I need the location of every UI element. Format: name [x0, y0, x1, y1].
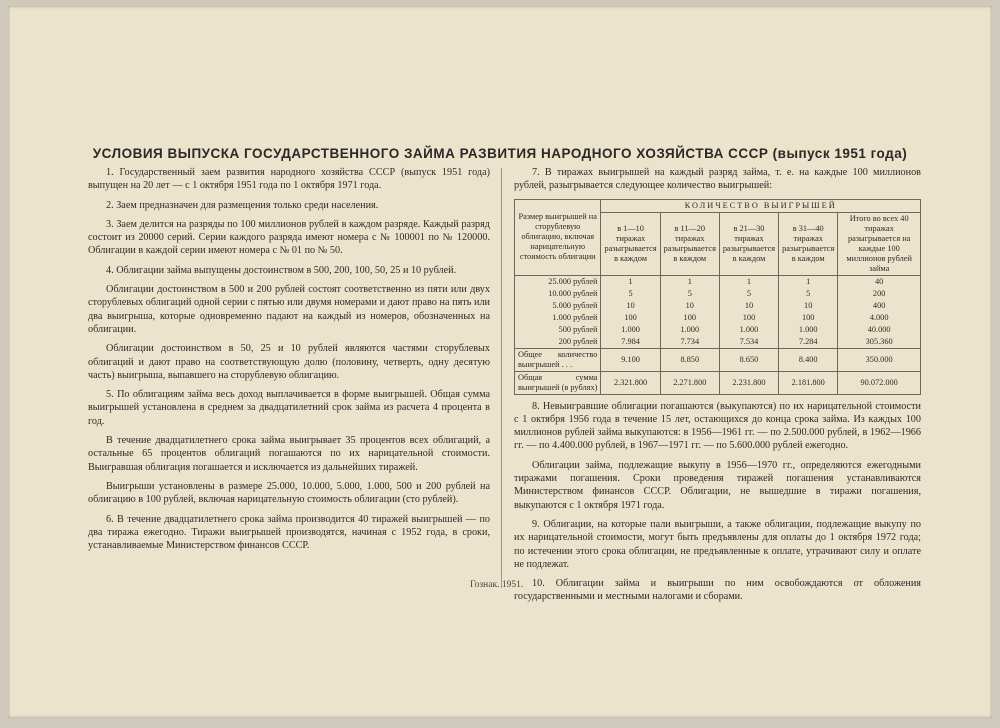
- table-cell: 1.000: [779, 324, 838, 336]
- table-cell: 100: [601, 312, 660, 324]
- table-cell: 7.284: [779, 336, 838, 349]
- paragraph: 7. В тиражах выигрышей на каждый разряд займа, т. е. на каждые 100 миллионов рублей, разыгрывается следующее количество выигрышей:: [514, 167, 921, 192]
- right-column: [514, 166, 921, 610]
- table-cell: 2.321.800: [601, 371, 660, 394]
- table-cell: 10: [660, 300, 719, 312]
- paragraph: 4. Облигации займа выпущены достоинством в 500, 200, 100, 50, 25 и 10 рублей.: [106, 264, 457, 276]
- table-cell: 8.650: [719, 348, 778, 371]
- table-cell: 1: [601, 275, 660, 288]
- table-cell: 200 рублей: [515, 336, 601, 349]
- table-cell: Общая сумма выигрышей (в рублях): [515, 371, 601, 394]
- table-cell: 2.181.800: [779, 371, 838, 394]
- table-row-total-count: [515, 348, 921, 371]
- paragraph: 9. Облигации, на которые пали выигрыши, а также облигации, подлежащие выкупу по их нарицательной стоимости, могут быть предъявлены для оплаты до 1 октября 1972 года; по истечении этого срока облигации, не предъявленные к оплате, утрачивают силу и оплате не подлежат.: [514, 518, 921, 570]
- paragraph: 8. Невыигравшие облигации погашаются (выкупаются) по их нарицательной стоимости с 1 октября 1956 года в течение 15 лет, остающихся до конца срока займа. Из каждых 100 миллионов рублей займа выкупаются: в 1956—1961 гг. — по 2.500.000 рублей, в 1962—1966 гг. — по 4.400.000 рублей, в 1967—1971 гг. — по 5.600.000 рублей ежегодно.: [514, 400, 921, 452]
- table-cell: 305.360: [838, 336, 921, 349]
- table-cell: 4.000: [838, 312, 921, 324]
- table-row: [515, 288, 921, 300]
- left-column: [88, 166, 490, 558]
- table-header: в 11—20 тиражах разыгрывается в каждом: [660, 212, 719, 275]
- table-cell: 500 рублей: [515, 324, 601, 336]
- paragraph: 3. Заем делится на разряды по 100 миллионов рублей в каждом разряде. Каждый разряд состоит из 20000 серий. Серии каждого разряда имеют номера с № 100001 по № 120000. Облигации в каждой серии имеют номера с № 01 по № 50.: [88, 218, 490, 257]
- table-cell: 100: [779, 312, 838, 324]
- table-cell: 9.100: [601, 348, 660, 371]
- table-cell: 10.000 рублей: [515, 288, 601, 300]
- table-header: Размер выигрышей на сторублевую облигацию, включая нарицательную стоимость облигации: [515, 199, 601, 275]
- paragraph: Облигации достоинством в 500 и 200 рублей состоят соответственно из пяти или двух сторублевых облигаций одной серии с пятью или двумя номерами и дают право на пять или два выигрыша, которые одновременно падают на каждый из номеров, обозначенных на облигации.: [88, 284, 490, 335]
- table-cell: 350.000: [838, 348, 921, 371]
- page-title: УСЛОВИЯ ВЫПУСКА ГОСУДАРСТВЕННОГО ЗАЙМА РАЗВИТИЯ НАРОДНОГО ХОЗЯЙСТВА СССР (выпуск 1951 года): [92, 146, 908, 161]
- table-row: [515, 275, 921, 288]
- bond-sheet: [8, 6, 992, 718]
- table-cell: 7.534: [719, 336, 778, 349]
- table-cell: 1: [719, 275, 778, 288]
- table-cell: 5.000 рублей: [515, 300, 601, 312]
- table-cell: 1.000: [601, 324, 660, 336]
- printer-imprint: Гознак. 1951.: [470, 580, 524, 590]
- table-header: Итого во всех 40 тиражах разыгрывается на каждые 100 миллионов рублей займа: [838, 212, 921, 275]
- table-row: [515, 300, 921, 312]
- table-cell: 10: [601, 300, 660, 312]
- table-cell: 1: [660, 275, 719, 288]
- table-cell: 100: [660, 312, 719, 324]
- table-row: [515, 312, 921, 324]
- table-cell: 10: [719, 300, 778, 312]
- column-divider: [501, 168, 502, 588]
- winnings-table: [514, 199, 921, 395]
- table-row: [515, 336, 921, 349]
- table-cell: 8.400: [779, 348, 838, 371]
- paragraph: Облигации достоинством в 50, 25 и 10 рублей являются частями сторублевых облигаций и дают право на соответствующую долю (половину, четверть, одну десятую часть) выигрыша, выпавшего на сторублевую облигацию.: [88, 343, 490, 381]
- table-cell: 5: [660, 288, 719, 300]
- table-cell: 200: [838, 288, 921, 300]
- paragraph: Облигации займа, подлежащие выкупу в 1956—1970 гг., определяются ежегодными тиражами погашения. Сроки проведения тиражей погашения устанавливаются Министерством финансов СССР. Облигации, не вышедшие в тиражи погашения, выкупаются с 1 октября 1971 года.: [514, 459, 921, 511]
- table-header: в 31—40 тиражах разыгрывается в каждом: [779, 212, 838, 275]
- table-cell: 40.000: [838, 324, 921, 336]
- paragraph: 5. По облигациям займа весь доход выплачивается в форме выигрышей. Общая сумма выигрышей установлена в среднем за двадцатилетний срок займа из расчета 4 процента в год.: [88, 389, 490, 427]
- table-cell: 5: [779, 288, 838, 300]
- table-cell: 7.984: [601, 336, 660, 349]
- table-cell: 90.072.000: [838, 371, 921, 394]
- table-cell: Общее количество выигрышей . . .: [515, 348, 601, 371]
- table-cell: 400: [838, 300, 921, 312]
- paragraph: 6. В течение двадцатилетнего срока займа производится 40 тиражей выигрышей — по два тиража ежегодно. Тиражи выигрышей производятся, начиная с 1952 года, в сроки, устанавливаемые Министерством финансов СССР.: [88, 513, 490, 552]
- paragraph: 1. Государственный заем развития народного хозяйства СССР (выпуск 1951 года) выпущен на 20 лет — с 1 октября 1951 года по 1 октября 1971 года.: [88, 167, 490, 192]
- table-cell: 1.000: [660, 324, 719, 336]
- table-cell: 40: [838, 275, 921, 288]
- table-cell: 5: [601, 288, 660, 300]
- table-row: [515, 324, 921, 336]
- table-header: в 1—10 тиражах разыгрывается в каждом: [601, 212, 660, 275]
- table-group-header: КОЛИЧЕСТВО ВЫИГРЫШЕЙ: [601, 199, 921, 212]
- paragraph: В течение двадцатилетнего срока займа выигрывает 35 процентов всех облигаций, а остальные 65 процентов облигаций погашаются по их нарицательной стоимости. Выигравшая облигация погашается и исключается из дальнейших тиражей.: [88, 435, 490, 473]
- table-cell: 5: [719, 288, 778, 300]
- table-cell: 2.271.800: [660, 371, 719, 394]
- table-cell: 1.000 рублей: [515, 312, 601, 324]
- table-row-total-sum: [515, 371, 921, 394]
- paragraph: 10. Облигации займа и выигрыши по ним освобождаются от обложения государственными и местными налогами и сборами.: [514, 578, 921, 603]
- table-header: в 21—30 тиражах разыгрывается в каждом: [719, 212, 778, 275]
- table-cell: 25.000 рублей: [515, 275, 601, 288]
- table-cell: 10: [779, 300, 838, 312]
- table-cell: 8.850: [660, 348, 719, 371]
- paragraph: Выигрыши установлены в размере 25.000, 10.000, 5.000, 1.000, 500 и 200 рублей на облигацию в 100 рублей, включая нарицательную стоимость облигации (сто рублей).: [88, 480, 490, 506]
- table-cell: 100: [719, 312, 778, 324]
- paragraph: 2. Заем предназначен для размещения только среди населения.: [106, 199, 379, 211]
- table-cell: 1: [779, 275, 838, 288]
- table-cell: 2.231.800: [719, 371, 778, 394]
- table-cell: 7.734: [660, 336, 719, 349]
- table-cell: 1.000: [719, 324, 778, 336]
